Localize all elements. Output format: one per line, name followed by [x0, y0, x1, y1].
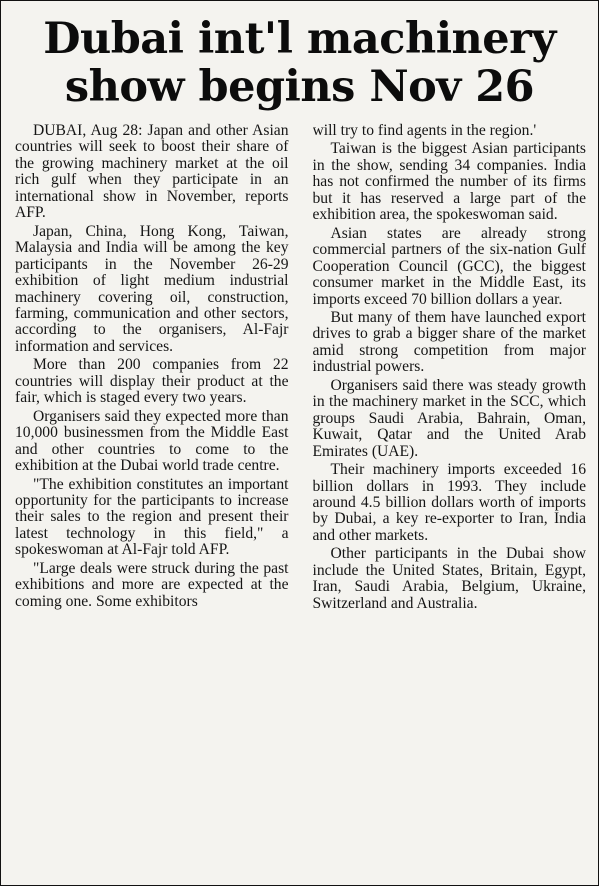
paragraph: Taiwan is the biggest Asian participants in the show, sending 34 companies. India has not confirmed the number of its firms but it has reserved a large part of the exhibition area, the spokeswoman said.: [312, 140, 586, 224]
article-body: [15, 123, 586, 883]
headline-line-2: show begins Nov 26: [64, 62, 535, 112]
headline-line-1: Dubai int'l machinery: [43, 14, 556, 64]
paragraph: Japan, China, Hong Kong, Taiwan, Malaysia and India will be among the key participants in the November 26-29 exhibition of light medium industrial machinery covering oil, construction, farming, communication and other sectors, according to the organisers, Al-Fajr information and services.: [15, 222, 289, 355]
column-left: [15, 123, 289, 883]
paragraph: will try to find agents in the region.': [312, 123, 537, 139]
paragraph: But many of them have launched export drives to grab a bigger share of the market amid strong competition from major industrial powers.: [312, 308, 586, 376]
headline: [7, 15, 592, 111]
paragraph: Organisers said they expected more than 10,000 businessmen from the Middle East and other countries to come to the exhibition at the Dubai world trade centre.: [15, 407, 289, 475]
paragraph: Organisers said there was steady growth in the machinery market in the SCC, which groups Saudi Arabia, Bahrain, Oman, Kuwait, Qatar and the United Arab Emirates (UAE).: [312, 376, 586, 460]
paragraph: More than 200 companies from 22 countries will display their product at the fair, which is staged every two years.: [15, 356, 289, 407]
column-right: [313, 123, 587, 883]
paragraph: DUBAI, Aug 28: Japan and other Asian countries will seek to boost their share of the growing machinery market at the oil rich gulf when they participate in an international show in November, reports AFP.: [15, 123, 289, 222]
paragraph: Their machinery imports exceeded 16 billion dollars in 1993. They include around 4.5 billion dollars worth of imports by Dubai, a key re-exporter to Iran, India and other markets.: [312, 461, 586, 544]
paragraph: Asian states are already strong commercial partners of the six-nation Gulf Cooperation Council (GCC), the biggest consumer market in the Middle East, its imports exceed 70 billion dollars a year.: [312, 224, 586, 308]
paragraph: "The exhibition constitutes an important opportunity for the participants to increase their sales to the region and present their latest technology in this field," a spokeswoman at Al-Fajr told AFP.: [15, 475, 289, 559]
paragraph: "Large deals were struck during the past exhibitions and more are expected at the coming one. Some exhibitors: [15, 559, 289, 610]
paragraph: Other participants in the Dubai show include the United States, Britain, Egypt, Iran, Saudi Arabia, Belgium, Ukraine, Switzerland and Australia.: [312, 545, 586, 612]
